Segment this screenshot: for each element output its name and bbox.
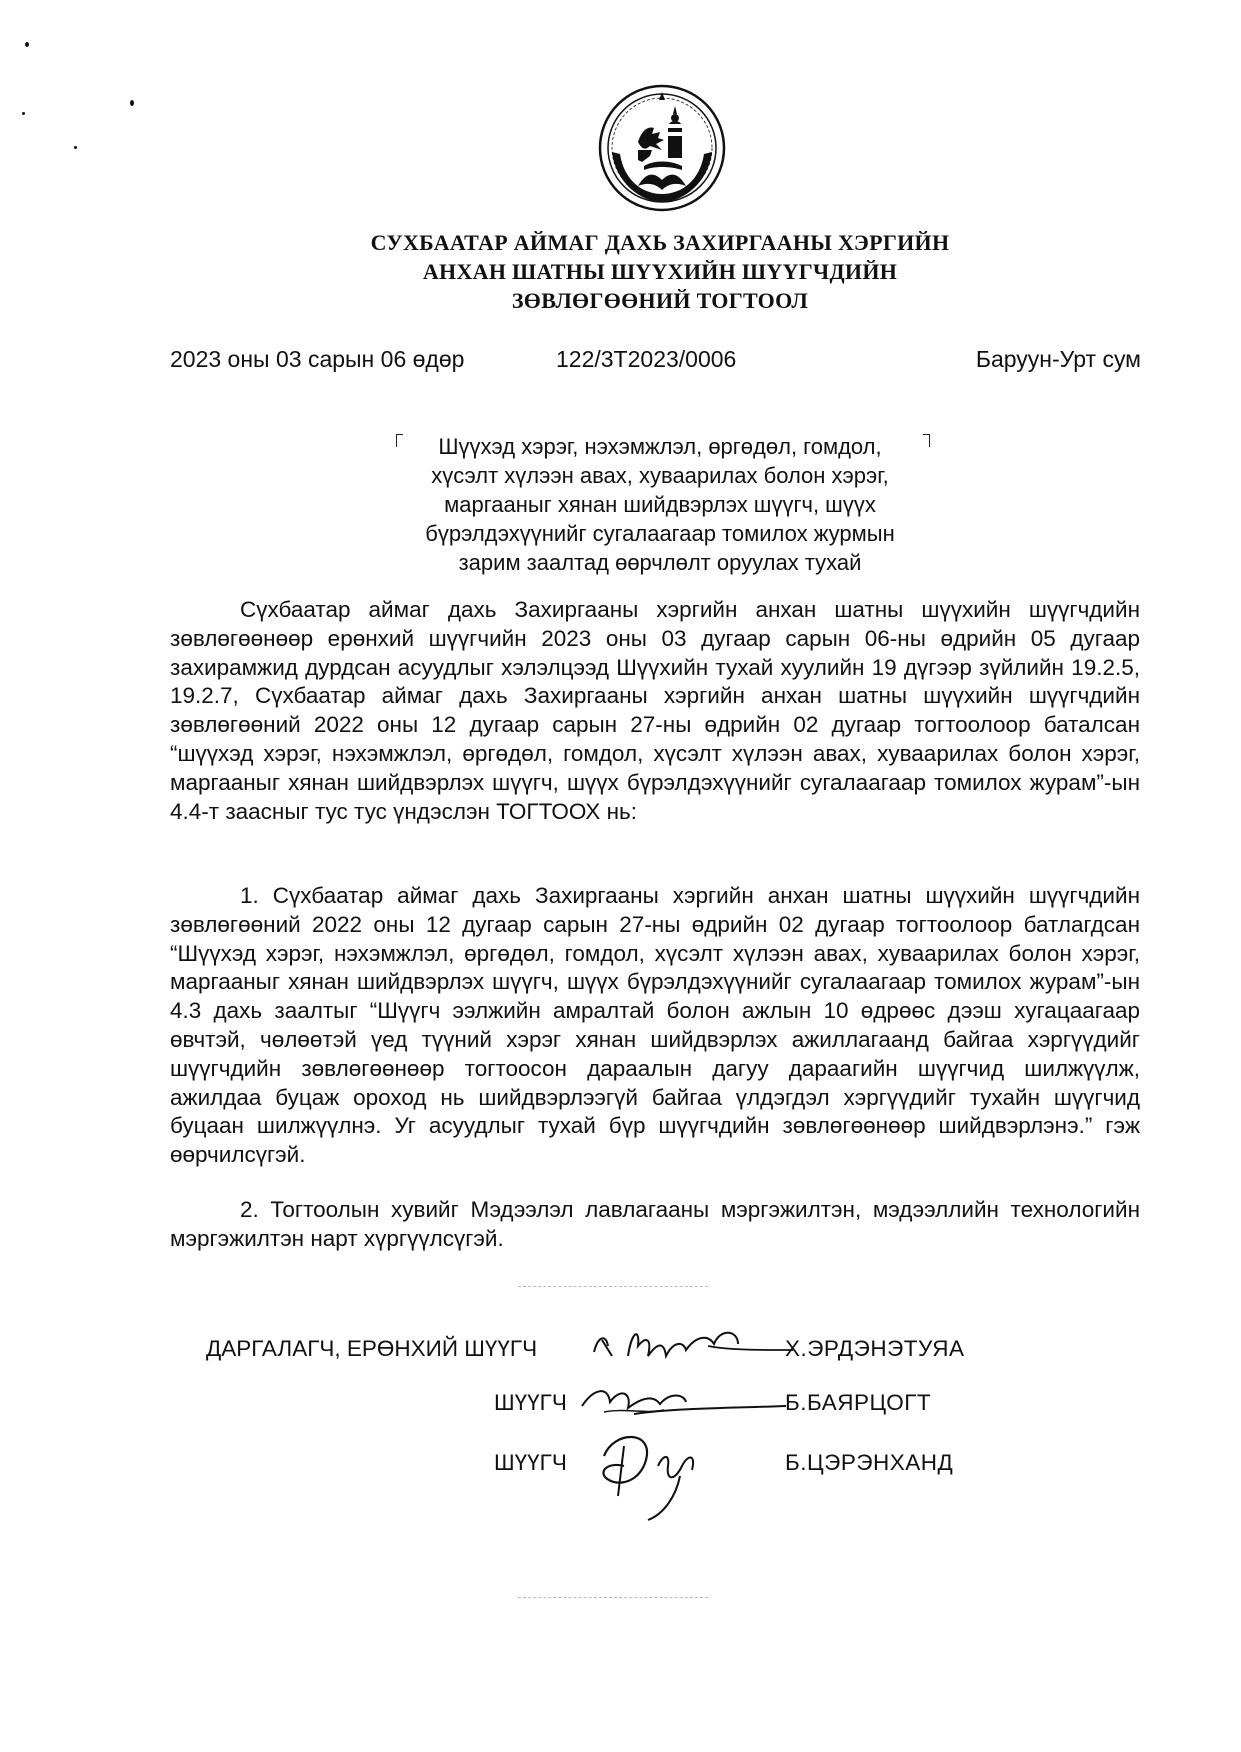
signature-judge-2 bbox=[584, 1426, 734, 1524]
scan-speck bbox=[74, 146, 77, 149]
subject-line: маргааныг хянан шийдвэрлэх шүүгч, шүүх bbox=[444, 492, 876, 517]
document-place: Баруун-Урт сум bbox=[975, 346, 1141, 372]
scan-speck bbox=[130, 100, 134, 106]
document-subject bbox=[360, 432, 960, 577]
signatory-name-judge-2: Б.ЦЭРЭНХАНД bbox=[785, 1450, 954, 1475]
heading-line-1: СУХБААТАР АЙМАГ ДАХЬ ЗАХИРГААНЫ ХЭРГИЙН bbox=[370, 230, 950, 255]
document-heading bbox=[300, 228, 1020, 315]
resolution-item-1: 1. Сүхбаатар аймаг дахь Захиргааны хэргийн анхан шатны шүүхийн шүүгчдийн зөвлөгөөний 2022 оны 12 дугаар сарын 27-ны өдрийн 02 дугаар тогтоолоор батлагдсан “Шүүхэд хэрэг, нэхэмжлэл, өргөдөл, гомдол, хүсэлт хүлээн авах, хуваарилах болон хэрэг, маргааныг хянан шийдвэрлэх шүүгч, шүүх бүрэлдэхүүнийг сугалаагаар томилох журам”-ын 4.3 дахь заалтыг “Шүүгч ээлжийн амралтай болон ажлын 10 өдрөөс дээш хугацаагаар өвчтэй, чөлөөтэй үед түүний хэрэг хянан шийдвэрлэх ажиллагаанд байгаа хэргүүдийг шүүгчдийн зөвлөгөөнөөр тогтоосон дараалын дагуу дараагийн шүүгчид шилжүүлж, ажилдаа буцаж ороход нь шийдвэрлээгүй байгаа үлдэгдэл хэргүүдийг тухайн шүүгчид буцаан шилжүүлнэ. Уг асуудлыг тухай бүр шүүгчдийн зөвлөгөөнөөр шийдвэрлэнэ.” гэж өөрчилсүгэй. bbox=[170, 883, 1140, 1168]
signatory-role-judge-1: ШҮҮГЧ bbox=[494, 1390, 567, 1415]
subject-line: Шүүхэд хэрэг, нэхэмжлэл, өргөдөл, гомдол, bbox=[438, 434, 882, 459]
intro-paragraph: Сүхбаатар аймаг дахь Захиргааны хэргийн анхан шатны шүүхийн шүүгчдийн зөвлөгөөнөөр ерөнхий шүүгчийн 2023 оны 03 дугаар сарын 06-ны өдрийн 05 дугаар захирамжид дурдсан асуудлыг хэлэлцээд Шүүхийн тухай хуулийн 19 дүгээр зүйлийн 19.2.5, 19.2.7, Сүхбаатар аймаг дахь Захиргааны хэргийн анхан шатны шүүхийн шүүгчдийн зөвлөгөөний 2022 оны 12 дугаар сарын 27-ны өдрийн 02 дугаар тогтоолоор баталсан “шүүхэд хэрэг, нэхэмжлэл, өргөдөл, гомдол, хүсэлт хүлээн авах, хуваарилах болон хэрэг, маргааныг хянан шийдвэрлэх шүүгч, шүүх бүрэлдэхүүнийг сугалаагаар томилох журам”-ын 4.4-т заасныг тус тус үндэслэн ТОГТООХ нь: bbox=[170, 597, 1140, 824]
scan-speck bbox=[25, 42, 29, 47]
resolution-item-2: 2. Тогтоолын хувийг Мэдээлэл лавлагааны мэргэжилтэн, мэдээллийн технологийн мэргэжилтэн нарт хүргүүлсүгэй. bbox=[170, 1197, 1140, 1251]
heading-line-3: ЗӨВЛӨГӨӨНИЙ ТОГТООЛ bbox=[511, 288, 809, 313]
subject-corner-left bbox=[396, 434, 403, 447]
signatory-name-chair: Х.ЭРДЭНЭТУЯА bbox=[785, 1336, 965, 1361]
heading-line-2: АНХАН ШАТНЫ ШҮҮХИЙН ШҮҮГЧДИЙН bbox=[422, 259, 898, 284]
signature-chair bbox=[588, 1316, 798, 1374]
signatory-role-judge-2: ШҮҮГЧ bbox=[494, 1450, 567, 1475]
subject-line: хүсэлт хүлээн авах, хуваарилах болон хэрэг, bbox=[431, 463, 889, 488]
subject-line: зарим заалтад өөрчлөлт оруулах тухай bbox=[458, 550, 862, 575]
subject-line: бүрэлдэхүүнийг сугалаагаар томилох журмын bbox=[425, 521, 895, 546]
subject-corner-right bbox=[923, 434, 930, 447]
signatory-name-judge-1: Б.БАЯРЦОГТ bbox=[785, 1390, 932, 1415]
scan-speck bbox=[22, 112, 25, 115]
document-date: 2023 оны 03 сарын 06 өдөр bbox=[170, 346, 465, 372]
signatory-role-chair: ДАРГАЛАГЧ, ЕРӨНХИЙ ШҮҮГЧ bbox=[206, 1336, 538, 1361]
document-number: 122/3Т2023/0006 bbox=[556, 346, 737, 372]
signature-judge-1 bbox=[574, 1378, 789, 1422]
state-emblem-icon bbox=[598, 84, 726, 212]
